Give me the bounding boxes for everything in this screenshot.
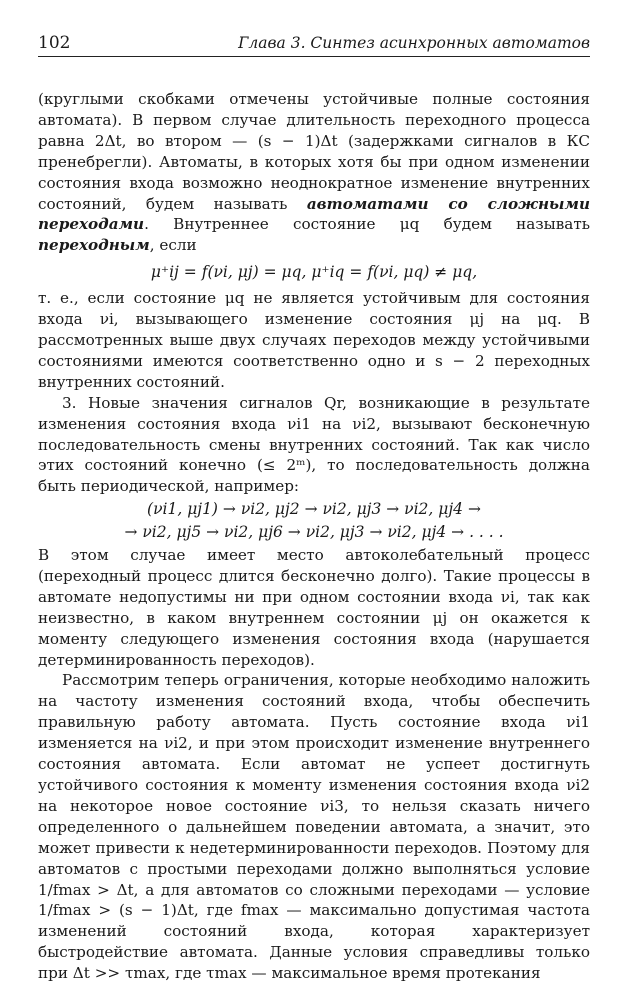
page-body xyxy=(38,89,590,984)
paragraph-1-text-b: . Внутреннее состояние μq будем называть xyxy=(144,215,590,234)
equation-sequence-line-1: (νi1, μj1) → νi2, μj2 → νi2, μj3 → νi2, μj4 → xyxy=(147,500,481,519)
term-transitional: переходным xyxy=(38,236,150,255)
equation-transition: μ⁺ij = f(νi, μj) = μq, μ⁺iq = f(νi, μq) ≠ μq, xyxy=(150,263,478,282)
running-title: Глава 3. Синтез асинхронных автоматов xyxy=(238,34,590,52)
term-complex-transitions: автоматами со сложными переходами xyxy=(38,194,590,234)
page-number: 102 xyxy=(38,33,71,53)
running-header xyxy=(38,30,590,57)
paragraph-1-text-c: , если xyxy=(149,236,197,255)
paragraph-3: 3. Новые значения сигналов Qr, возникающие в результате изменения состояния входа νi1 на νi2, вызывают бесконечную последовательность смены внутренних состояний. Так как число этих состояний конечно (≤ 2ᵐ), то последовательность должна быть периодической, например: xyxy=(38,393,590,496)
paragraph-1-text-a: (круглыми скобками отмечены устойчивые полные состояния автомата). В первом случае длительность переходного процесса равна 2Δt, во втором — (s − 1)Δt (задержками сигналов в КС пренебрегли). Автоматы, в которых хотя бы при одном изменении состояния входа возможно неоднократное изменение внутренних состояний, будем называть xyxy=(38,90,590,213)
paragraph-5: Рассмотрим теперь ограничения, которые необходимо наложить на частоту изменения состояний входа, чтобы обеспечить правильную работу автомата. Пусть состояние входа νi1 изменяется на νi2, и при этом происходит изменение внутреннего состояния автомата. Если автомат не успеет достигнуть устойчивого состояния к моменту изменения состояния входа νi2 на некоторое новое состояние νi3, то нельзя сказать ничего определенного о дальнейшем поведении автомата, а значит, это может привести к недетерминированности переходов. Поэтому для автоматов с простыми переходами должно выполняться условие 1/fmax > Δt, а для автоматов со сложными переходами — условие 1/fmax > (s − 1)Δt, где fmax — максимально допустимая частота изменений состояний входа, которая характеризует быстродействие автомата. Данные условия справедливы только при Δt >> τmax, где τmax — максимальное время протекания xyxy=(38,671,590,983)
paragraph-1 xyxy=(38,89,590,256)
equation-sequence-line-2: → νi2, μj5 → νi2, μj6 → νi2, μj3 → νi2, μj4 → . . . . xyxy=(124,523,504,542)
paragraph-2: т. е., если состояние μq не является устойчивым для состояния входа νi, вызывающего изменение состояния μj на μq. В рассмотренных выше двух случаях переходов между устойчивыми состояниями имеются соответственно одно и s − 2 переходных внутренних состояний. xyxy=(38,289,590,391)
paragraph-4: В этом случае имеет место автоколебательный процесс (переходный процесс длится бесконечно долго). Такие процессы в автомате недопустимы ни при одном состоянии входа νi, так как неизвестно, в каком внутреннем состоянии μj он окажется к моменту следующего изменения состояния входа (нарушается детерминированность переходов). xyxy=(38,546,590,669)
